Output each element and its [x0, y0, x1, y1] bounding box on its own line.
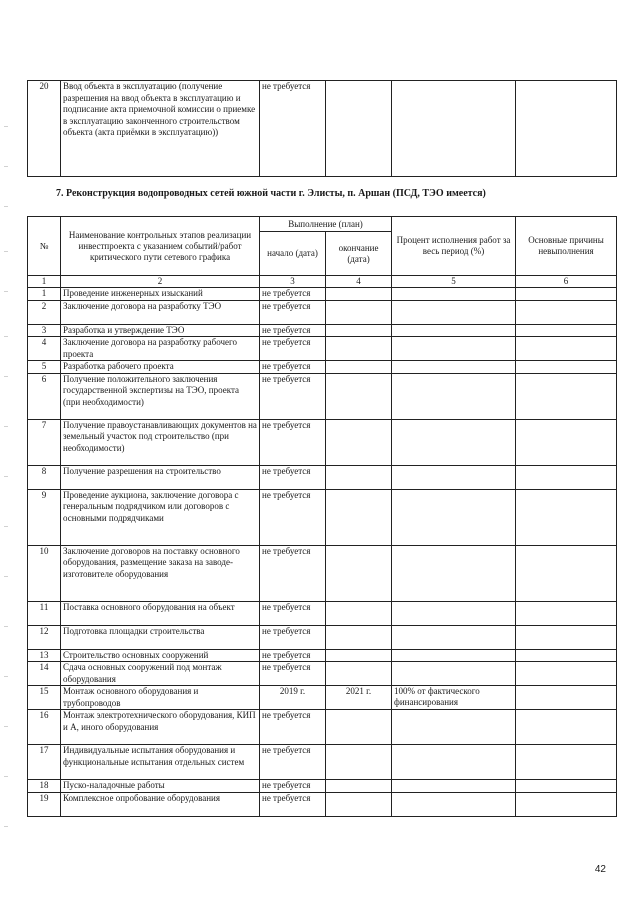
- stage-name: Заключение договора на разработку рабочего проекта: [61, 337, 260, 361]
- control-stages-table: [27, 216, 617, 817]
- header-end: окончание (дата): [326, 232, 392, 276]
- stage-reason: [516, 465, 617, 489]
- row-number: 16: [28, 710, 61, 745]
- stage-percent: [392, 710, 516, 745]
- stage-end: [326, 662, 392, 686]
- stage-start: не требуется: [260, 625, 326, 649]
- stage-end: [326, 792, 392, 816]
- stage-percent: [392, 324, 516, 337]
- stage-name: Комплексное опробование оборудования: [61, 792, 260, 816]
- stage-end: 2021 г.: [326, 686, 392, 710]
- column-numbers-row: [28, 276, 617, 288]
- table-row: [28, 489, 617, 545]
- row-number: 19: [28, 792, 61, 816]
- stage-percent: [392, 419, 516, 465]
- stage-name: Разработка рабочего проекта: [61, 361, 260, 374]
- stage-percent: [392, 780, 516, 793]
- stage-reason: [516, 288, 617, 301]
- stage-reason: [516, 710, 617, 745]
- row-number: 17: [28, 745, 61, 780]
- stage-end: [326, 465, 392, 489]
- stage-end: [326, 745, 392, 780]
- table-row: [28, 81, 617, 177]
- row-number: 20: [28, 81, 61, 177]
- stage-end: [326, 288, 392, 301]
- column-number: 1: [28, 276, 61, 288]
- row-number: 14: [28, 662, 61, 686]
- stage-percent: 100% от фактического финансирования: [392, 686, 516, 710]
- table-row: [28, 361, 617, 374]
- row-number: 13: [28, 649, 61, 662]
- table-row: [28, 780, 617, 793]
- row-number: 12: [28, 625, 61, 649]
- stage-name: Разработка и утверждение ТЭО: [61, 324, 260, 337]
- table-row: [28, 625, 617, 649]
- column-number: 6: [516, 276, 617, 288]
- stage-reason: [516, 324, 617, 337]
- stage-percent: [392, 300, 516, 324]
- stage-start: не требуется: [260, 710, 326, 745]
- stage-reason: [516, 361, 617, 374]
- stage-name: Получение положительного заключения государственной экспертизы на ТЭО, проекта (при необходимости): [61, 373, 260, 419]
- stage-percent: [392, 662, 516, 686]
- stage-reason: [516, 419, 617, 465]
- row-number: 6: [28, 373, 61, 419]
- row-number: 4: [28, 337, 61, 361]
- stage-start: не требуется: [260, 419, 326, 465]
- stage-end: [326, 324, 392, 337]
- stage-start: не требуется: [260, 288, 326, 301]
- table-row: [28, 300, 617, 324]
- stage-end: [326, 489, 392, 545]
- row-number: 18: [28, 780, 61, 793]
- stage-reason: [516, 780, 617, 793]
- stage-start: не требуется: [260, 465, 326, 489]
- column-number: 4: [326, 276, 392, 288]
- stage-percent: [392, 745, 516, 780]
- stage-start: не требуется: [260, 300, 326, 324]
- table-row: [28, 337, 617, 361]
- stage-reason: [516, 745, 617, 780]
- row-number: 8: [28, 465, 61, 489]
- page-number: 42: [594, 864, 606, 875]
- header-reasons: Основные причины невыполнения: [516, 217, 617, 276]
- stage-percent: [392, 373, 516, 419]
- row-number: 11: [28, 601, 61, 625]
- stage-end: [326, 337, 392, 361]
- stage-name: Проведение аукциона, заключение договора с генеральным подрядчиком или договоров с основными подрядчиками: [61, 489, 260, 545]
- row-number: 2: [28, 300, 61, 324]
- stage-end: [326, 419, 392, 465]
- stage-name: Строительство основных сооружений: [61, 649, 260, 662]
- stage-reason: [516, 373, 617, 419]
- stage-name: Подготовка площадки строительства: [61, 625, 260, 649]
- stage-reason: [516, 662, 617, 686]
- stage-reason: [516, 686, 617, 710]
- stage-name: Заключение договора на разработку ТЭО: [61, 300, 260, 324]
- table-row: [28, 545, 617, 601]
- stage-reason: [516, 601, 617, 625]
- stage-percent: [392, 288, 516, 301]
- table-row: [28, 686, 617, 710]
- stage-percent: [392, 792, 516, 816]
- previous-section-table: [27, 80, 617, 177]
- stage-name: Проведение инженерных изысканий: [61, 288, 260, 301]
- stage-end: [326, 625, 392, 649]
- stage-end: [326, 545, 392, 601]
- stage-start: не требуется: [260, 649, 326, 662]
- stage-reason: [516, 545, 617, 601]
- stage-name: Монтаж электротехнического оборудования, КИП и А, иного оборудования: [61, 710, 260, 745]
- header-start: начало (дата): [260, 232, 326, 276]
- stage-name: Монтаж основного оборудования и трубопроводов: [61, 686, 260, 710]
- stage-end: [326, 300, 392, 324]
- stage-start: не требуется: [260, 373, 326, 419]
- row-number: 10: [28, 545, 61, 601]
- stage-end: [326, 780, 392, 793]
- stage-percent: [392, 649, 516, 662]
- table-row: [28, 288, 617, 301]
- table-row: [28, 465, 617, 489]
- stage-start: не требуется: [260, 324, 326, 337]
- stage-name: Сдача основных сооружений под монтаж оборудования: [61, 662, 260, 686]
- stage-start: не требуется: [260, 792, 326, 816]
- stage-end: [326, 710, 392, 745]
- stage-start: не требуется: [260, 745, 326, 780]
- row-number: 7: [28, 419, 61, 465]
- table-row: [28, 710, 617, 745]
- stage-start: не требуется: [260, 545, 326, 601]
- table-row: [28, 662, 617, 686]
- column-number: 3: [260, 276, 326, 288]
- stage-percent: [392, 489, 516, 545]
- stage-percent: [392, 545, 516, 601]
- column-number: 2: [61, 276, 260, 288]
- column-number: 5: [392, 276, 516, 288]
- stage-name: Поставка основного оборудования на объект: [61, 601, 260, 625]
- stage-percent: [392, 337, 516, 361]
- table-row: [28, 373, 617, 419]
- row-number: 15: [28, 686, 61, 710]
- row-number: 1: [28, 288, 61, 301]
- stage-start: не требуется: [260, 489, 326, 545]
- header-percent: Процент исполнения работ за весь период (%): [392, 217, 516, 276]
- table-row: [28, 601, 617, 625]
- table-row: [28, 649, 617, 662]
- row-number: 5: [28, 361, 61, 374]
- stage-end: [326, 649, 392, 662]
- stage-name: Ввод объекта в эксплуатацию (получение разрешения на ввод объекта в эксплуатацию и подписание акта приемочной комиссии о приемке в эксплуатацию законченного строительством объекта (акта приёмки в эксплуатацию)): [61, 81, 260, 177]
- stage-percent: [392, 625, 516, 649]
- stage-name: Получение разрешения на строительство: [61, 465, 260, 489]
- table-row: [28, 324, 617, 337]
- row-number: 9: [28, 489, 61, 545]
- stage-reason: [516, 625, 617, 649]
- header-stage-name: Наименование контрольных этапов реализации инвестпроекта с указанием событий/работ критического пути сетевого графика: [61, 217, 260, 276]
- stage-start: не требуется: [260, 780, 326, 793]
- row-number: 3: [28, 324, 61, 337]
- left-margin-marks: .. .. .. .. .. .. .. .. .. .. .. .. .. .. .. ..: [4, 120, 8, 829]
- table-row: [28, 745, 617, 780]
- stage-percent: [392, 465, 516, 489]
- stage-percent: [392, 361, 516, 374]
- stage-start: не требуется: [260, 81, 326, 177]
- stage-reason: [516, 792, 617, 816]
- stage-name: Получение правоустанавливающих документов на земельный участок под строительство (при необходимости): [61, 419, 260, 465]
- stage-name: Индивидуальные испытания оборудования и функциональные испытания отдельных систем: [61, 745, 260, 780]
- stage-name: Пуско-наладочные работы: [61, 780, 260, 793]
- stage-start: не требуется: [260, 361, 326, 374]
- stage-start: 2019 г.: [260, 686, 326, 710]
- stage-reason: [516, 489, 617, 545]
- stage-name: Заключение договоров на поставку основного оборудования, размещение заказа на заводе-изготовителе оборудования: [61, 545, 260, 601]
- stage-start: не требуется: [260, 601, 326, 625]
- header-number: №: [28, 217, 61, 276]
- stage-reason: [516, 649, 617, 662]
- stage-end: [326, 361, 392, 374]
- stage-end: [326, 601, 392, 625]
- section-title: 7. Реконструкция водопроводных сетей южной части г. Элисты, п. Аршан (ПСД, ТЭО имеется): [56, 188, 486, 199]
- stage-start: не требуется: [260, 337, 326, 361]
- stage-end: [326, 373, 392, 419]
- stage-start: не требуется: [260, 662, 326, 686]
- table-row: [28, 792, 617, 816]
- table-row: [28, 419, 617, 465]
- stage-reason: [516, 337, 617, 361]
- stage-percent: [392, 601, 516, 625]
- header-execution: Выполнение (план): [260, 217, 392, 232]
- stage-reason: [516, 300, 617, 324]
